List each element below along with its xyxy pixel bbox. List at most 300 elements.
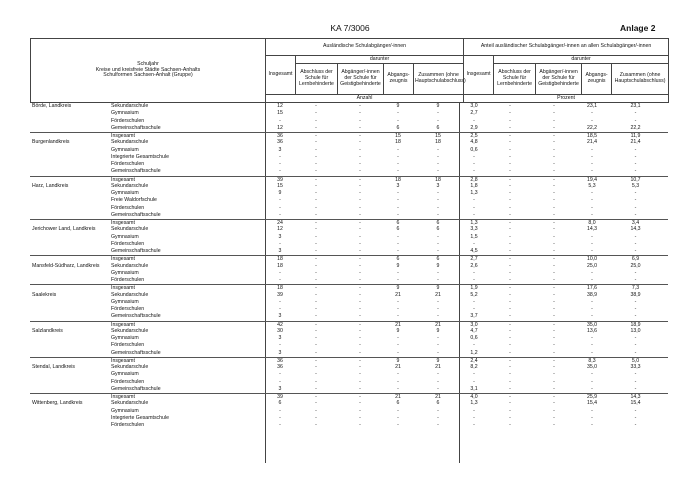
- cell-value: -: [634, 277, 637, 283]
- cell-value: 18: [435, 139, 441, 146]
- cell-value: -: [634, 190, 637, 196]
- cell-value: -: [634, 153, 637, 160]
- cell-value: -: [591, 349, 593, 356]
- cell-value: 15,4: [630, 400, 641, 407]
- cell-value: -: [509, 335, 511, 341]
- cell-value: -: [591, 298, 593, 305]
- schulform-label: Insgesamt: [111, 256, 135, 263]
- cell-value: -: [397, 153, 399, 160]
- cell-value: -: [591, 211, 593, 218]
- cell-value: -: [437, 422, 439, 428]
- cell-value: -: [437, 414, 439, 421]
- table-row: [30, 161, 668, 168]
- cell-value: -: [634, 204, 637, 211]
- cell-value: -: [591, 277, 593, 283]
- cell-value: 9: [436, 327, 440, 334]
- cell-value: 21,4: [630, 139, 641, 146]
- cell-value: -: [359, 190, 361, 196]
- table-row: [30, 118, 668, 125]
- cell-value: -: [359, 349, 361, 356]
- cell-value: -: [634, 306, 637, 312]
- cell-value: -: [437, 233, 439, 240]
- cell-value: -: [634, 335, 637, 341]
- cell-value: -: [315, 220, 317, 226]
- cell-value: 9: [396, 285, 400, 292]
- cell-value: -: [279, 371, 281, 378]
- schulform-label: Gemeinschaftsschule: [111, 385, 161, 392]
- cell-value: -: [437, 313, 439, 320]
- cell-value: -: [473, 161, 475, 167]
- cell-value: 1,8: [470, 182, 478, 189]
- cell-value: -: [509, 327, 511, 334]
- schulform-label: Gemeinschaftsschule: [111, 168, 161, 175]
- cell-value: 6: [396, 400, 400, 407]
- cell-value: -: [634, 211, 637, 218]
- cell-value: -: [509, 182, 511, 189]
- cell-value: -: [359, 204, 361, 211]
- cell-value: -: [473, 204, 475, 211]
- cell-value: -: [315, 298, 317, 305]
- cell-value: -: [397, 407, 399, 414]
- schulform-label: Integrierte Gesamtschule: [111, 414, 169, 421]
- cell-value: -: [437, 146, 439, 153]
- cell-value: -: [315, 335, 317, 341]
- cell-value: 24: [277, 220, 283, 226]
- cell-value: -: [437, 407, 439, 414]
- schulform-label: Sekundarschule: [111, 139, 149, 146]
- cell-value: 5,0: [631, 357, 640, 364]
- cell-value: 21: [435, 321, 441, 328]
- table-row: [30, 103, 668, 110]
- cell-value: -: [509, 378, 511, 385]
- table-row: [30, 263, 668, 270]
- cell-value: -: [397, 306, 399, 312]
- cell-value: -: [509, 298, 511, 305]
- cell-value: -: [634, 117, 637, 124]
- table-row: [30, 190, 668, 197]
- cell-value: -: [315, 349, 317, 356]
- cell-value: -: [359, 422, 361, 428]
- cell-value: -: [509, 190, 511, 196]
- cell-value: 6: [278, 400, 282, 407]
- cell-value: -: [437, 342, 439, 349]
- cell-value: 25,9: [586, 394, 598, 400]
- cell-value: -: [553, 103, 555, 109]
- cell-value: -: [279, 277, 281, 283]
- cell-value: -: [509, 394, 511, 400]
- cell-value: -: [591, 422, 593, 428]
- cell-value: -: [509, 103, 511, 109]
- cell-value: 38,9: [586, 291, 598, 298]
- cell-value: -: [279, 306, 281, 312]
- cell-value: -: [359, 394, 361, 400]
- cell-value: 18: [277, 256, 283, 263]
- cell-value: -: [359, 327, 361, 334]
- cell-value: -: [315, 240, 317, 247]
- cell-value: -: [315, 146, 317, 153]
- cell-value: -: [553, 277, 555, 283]
- schulform-label: Gemeinschaftsschule: [111, 211, 161, 218]
- cell-value: -: [359, 400, 361, 407]
- cell-value: 18,5: [586, 133, 598, 139]
- schulform-label: Förderschulen: [111, 306, 145, 312]
- cell-value: 36: [277, 357, 283, 364]
- cell-value: -: [509, 117, 511, 124]
- cell-value: 15: [395, 133, 401, 139]
- cell-value: 1,3: [470, 190, 478, 196]
- table-row: [30, 313, 668, 320]
- cell-value: -: [315, 110, 317, 117]
- cell-value: 13,6: [586, 327, 598, 334]
- cell-value: 2,6: [470, 262, 478, 269]
- darunter-a: darunter: [296, 56, 464, 64]
- cell-value: 39: [277, 176, 283, 183]
- cell-value: 3: [278, 313, 282, 320]
- kreis-label: Wittenberg, Landkreis: [32, 400, 83, 407]
- cell-value: -: [279, 153, 281, 160]
- document-title: KA 7/3006: [330, 23, 370, 33]
- cell-value: -: [509, 146, 511, 153]
- cell-value: 42: [277, 321, 283, 328]
- cell-value: -: [397, 313, 399, 320]
- cell-value: -: [315, 248, 317, 254]
- kreis-label: Mansfeld-Südharz, Landkreis: [32, 262, 100, 269]
- cell-value: -: [509, 262, 511, 269]
- cell-value: 25,0: [586, 262, 598, 269]
- cell-value: -: [315, 414, 317, 421]
- cell-value: 18,9: [630, 321, 641, 328]
- cell-value: -: [553, 110, 555, 117]
- cell-value: 14,3: [630, 226, 641, 233]
- schulform-label: Gymnasium: [111, 233, 139, 240]
- cell-value: 9: [396, 262, 400, 269]
- cell-value: 15: [277, 110, 283, 117]
- col-insgesamt-b: Insgesamt: [464, 56, 494, 95]
- cell-value: -: [315, 371, 317, 378]
- cell-value: 6: [396, 256, 400, 263]
- cell-value: 2,8: [470, 176, 478, 183]
- cell-value: -: [397, 211, 399, 218]
- schulform-label: Förderschulen: [111, 378, 145, 385]
- table-row: [30, 277, 668, 284]
- cell-value: -: [397, 248, 399, 254]
- cell-value: -: [553, 117, 555, 124]
- cell-value: -: [509, 291, 511, 298]
- table-row: [30, 299, 668, 306]
- cell-value: -: [553, 407, 555, 414]
- cell-value: -: [315, 327, 317, 334]
- cell-value: -: [437, 240, 439, 247]
- cell-value: -: [509, 321, 511, 328]
- cell-value: -: [279, 342, 281, 349]
- cell-value: -: [359, 139, 361, 146]
- schulform-label: Gymnasium: [111, 146, 139, 153]
- cell-value: 0,6: [470, 335, 478, 341]
- cell-value: -: [553, 349, 555, 356]
- cell-value: -: [359, 277, 361, 283]
- cell-value: -: [553, 182, 555, 189]
- cell-value: 6,9: [631, 256, 640, 263]
- cell-value: -: [279, 298, 281, 305]
- cell-value: -: [634, 248, 637, 254]
- cell-value: -: [553, 422, 555, 428]
- cell-value: 4,7: [470, 327, 478, 334]
- cell-value: 9: [436, 103, 440, 109]
- cell-value: -: [509, 226, 511, 233]
- schulform-label: Sekundarschule: [111, 262, 149, 269]
- cell-value: -: [279, 168, 281, 175]
- schulform-label: Insgesamt: [111, 220, 135, 226]
- schulform-label: Insgesamt: [111, 133, 135, 139]
- cell-value: 14,3: [586, 226, 598, 233]
- cell-value: 2,4: [470, 357, 478, 364]
- cell-value: -: [509, 407, 511, 414]
- cell-value: 23,1: [630, 103, 641, 109]
- table-row: [30, 241, 668, 248]
- cell-value: -: [509, 133, 511, 139]
- header-kreise: Kreise und kreisfreie Städte Sachsen-Anhalts: [95, 66, 201, 73]
- cell-value: -: [553, 256, 555, 263]
- cell-value: -: [359, 385, 361, 392]
- cell-value: -: [359, 153, 361, 160]
- schulform-label: Gymnasium: [111, 190, 139, 196]
- cell-value: 19,4: [586, 176, 598, 183]
- cell-value: -: [315, 313, 317, 320]
- cell-value: 4,5: [470, 248, 478, 254]
- cell-value: -: [634, 269, 637, 276]
- cell-value: 1,3: [470, 400, 478, 407]
- cell-value: 5,2: [470, 291, 478, 298]
- schulform-label: Gymnasium: [111, 110, 139, 117]
- cell-value: -: [315, 394, 317, 400]
- cell-value: -: [553, 291, 555, 298]
- cell-value: -: [509, 277, 511, 283]
- cell-value: -: [315, 342, 317, 349]
- cell-value: -: [359, 298, 361, 305]
- cell-value: -: [634, 342, 637, 349]
- cell-value: 8,3: [588, 357, 596, 364]
- cell-value: -: [359, 269, 361, 276]
- cell-value: 9: [396, 327, 400, 334]
- cell-value: -: [553, 197, 555, 204]
- cell-value: 1,2: [470, 349, 478, 356]
- cell-value: -: [315, 182, 317, 189]
- schulform-label: Förderschulen: [111, 161, 145, 167]
- cell-value: 3: [278, 146, 282, 153]
- cell-value: -: [591, 306, 593, 312]
- cell-value: -: [315, 422, 317, 428]
- cell-value: -: [473, 277, 475, 283]
- cell-value: -: [359, 168, 361, 175]
- cell-value: -: [437, 153, 439, 160]
- cell-value: -: [359, 133, 361, 139]
- cell-value: -: [509, 248, 511, 254]
- cell-value: -: [473, 378, 475, 385]
- cell-value: -: [437, 298, 439, 305]
- cell-value: -: [315, 291, 317, 298]
- cell-value: -: [437, 248, 439, 254]
- schulform-label: Förderschulen: [111, 342, 145, 349]
- cell-value: -: [279, 269, 281, 276]
- cell-value: -: [553, 133, 555, 139]
- cell-value: 6: [436, 220, 440, 226]
- cell-value: 36: [277, 133, 283, 139]
- cell-value: -: [634, 240, 637, 247]
- cell-value: -: [591, 161, 593, 167]
- cell-value: -: [359, 306, 361, 312]
- cell-value: -: [397, 233, 399, 240]
- cell-value: -: [315, 211, 317, 218]
- cell-value: -: [634, 407, 637, 414]
- schulform-label: Freie Waldorfschule: [111, 197, 157, 204]
- cell-value: -: [553, 342, 555, 349]
- cell-value: -: [591, 378, 593, 385]
- cell-value: -: [359, 220, 361, 226]
- cell-value: -: [315, 176, 317, 183]
- cell-value: -: [509, 342, 511, 349]
- cell-value: -: [509, 256, 511, 263]
- cell-value: -: [553, 168, 555, 175]
- cell-value: 12: [277, 226, 283, 233]
- cell-value: -: [509, 349, 511, 356]
- cell-value: 1,5: [470, 233, 478, 240]
- cell-value: 6: [396, 226, 400, 233]
- cell-value: -: [397, 349, 399, 356]
- cell-value: 10,7: [630, 176, 641, 183]
- cell-value: 39: [277, 291, 283, 298]
- cell-value: -: [437, 306, 439, 312]
- cell-value: -: [315, 190, 317, 196]
- cell-value: -: [315, 357, 317, 364]
- cell-value: 22,2: [586, 124, 598, 131]
- cell-value: -: [553, 262, 555, 269]
- group-a-header: Ausländische Schulabgänger/-innen: [266, 39, 464, 56]
- kreis-label: Jerichower Land, Landkreis: [32, 226, 96, 233]
- cell-value: 8,0: [588, 220, 596, 226]
- cell-value: -: [359, 262, 361, 269]
- cell-value: -: [315, 262, 317, 269]
- cell-value: -: [279, 407, 281, 414]
- cell-value: -: [591, 313, 593, 320]
- cell-value: -: [553, 378, 555, 385]
- table-row: [30, 292, 668, 299]
- cell-value: 17,6: [586, 285, 598, 292]
- cell-value: 11,9: [630, 133, 641, 139]
- col-abgangszeugnis-b: Abgangs-zeugnis: [582, 64, 612, 95]
- cell-value: -: [553, 298, 555, 305]
- appendix-label: Anlage 2: [620, 23, 656, 33]
- cell-value: -: [473, 414, 475, 421]
- cell-value: -: [315, 161, 317, 167]
- cell-value: -: [437, 371, 439, 378]
- cell-value: -: [359, 176, 361, 183]
- cell-value: -: [315, 226, 317, 233]
- table-row: [30, 183, 668, 190]
- schulform-label: Sekundarschule: [111, 226, 149, 233]
- cell-value: -: [553, 321, 555, 328]
- cell-value: -: [553, 226, 555, 233]
- cell-value: -: [509, 364, 511, 370]
- cell-value: -: [634, 168, 637, 175]
- cell-value: -: [553, 385, 555, 392]
- cell-value: 2,9: [470, 124, 478, 131]
- table-row: [30, 139, 668, 146]
- cell-value: -: [437, 168, 439, 175]
- cell-value: -: [397, 269, 399, 276]
- schulform-label: Gemeinschaftsschule: [111, 313, 161, 320]
- cell-value: 15,4: [586, 400, 598, 407]
- table-row: [30, 386, 668, 393]
- cell-value: -: [473, 298, 475, 305]
- cell-value: 6: [436, 226, 440, 233]
- cell-value: -: [397, 204, 399, 211]
- cell-value: -: [473, 407, 475, 414]
- cell-value: 3: [396, 182, 400, 189]
- darunter-b: darunter: [494, 56, 669, 64]
- cell-value: -: [397, 117, 399, 124]
- cell-value: -: [279, 204, 281, 211]
- cell-value: 13,0: [630, 327, 641, 334]
- cell-value: 21: [395, 291, 401, 298]
- cell-value: -: [591, 414, 593, 421]
- col-geistigbehinderte-a: Abgänger/-innen der Schule für Geistigbehinderte: [338, 64, 384, 95]
- cell-value: -: [437, 385, 439, 392]
- cell-value: 2,5: [470, 133, 478, 139]
- schulform-label: Insgesamt: [111, 394, 135, 400]
- kreis-label: Saalekreis: [32, 291, 57, 298]
- cell-value: -: [359, 182, 361, 189]
- cell-value: -: [359, 124, 361, 131]
- cell-value: -: [591, 204, 593, 211]
- cell-value: -: [591, 233, 593, 240]
- unit-prozent: Prozent: [464, 95, 669, 103]
- schulform-label: Gemeinschaftsschule: [111, 248, 161, 254]
- cell-value: -: [553, 240, 555, 247]
- cell-value: -: [509, 385, 511, 392]
- cell-value: -: [437, 277, 439, 283]
- cell-value: -: [591, 117, 593, 124]
- cell-value: -: [553, 327, 555, 334]
- cell-value: 18: [277, 285, 283, 292]
- cell-value: -: [591, 269, 593, 276]
- cell-value: 21: [395, 364, 401, 370]
- cell-value: -: [397, 168, 399, 175]
- cell-value: 3: [436, 182, 440, 189]
- header-left-label: [31, 39, 266, 103]
- cell-value: -: [473, 197, 475, 204]
- cell-value: -: [591, 342, 593, 349]
- cell-value: 9: [436, 285, 440, 292]
- table-row: [30, 147, 668, 154]
- schulform-label: Förderschulen: [111, 117, 145, 124]
- cell-value: 6: [396, 124, 400, 131]
- cell-value: -: [315, 285, 317, 292]
- cell-value: -: [397, 240, 399, 247]
- cell-value: -: [553, 161, 555, 167]
- cell-value: -: [279, 240, 281, 247]
- table-row: [30, 342, 668, 349]
- table-header: [30, 38, 669, 103]
- table-row: [30, 197, 668, 204]
- cell-value: -: [591, 407, 593, 414]
- col-lernbehinderte-b: Abschluss der Schule für Lernbehinderte: [494, 64, 536, 95]
- cell-value: -: [553, 153, 555, 160]
- cell-value: 36: [277, 364, 283, 370]
- cell-value: -: [397, 422, 399, 428]
- cell-value: -: [359, 233, 361, 240]
- cell-value: -: [359, 414, 361, 421]
- cell-value: -: [359, 364, 361, 370]
